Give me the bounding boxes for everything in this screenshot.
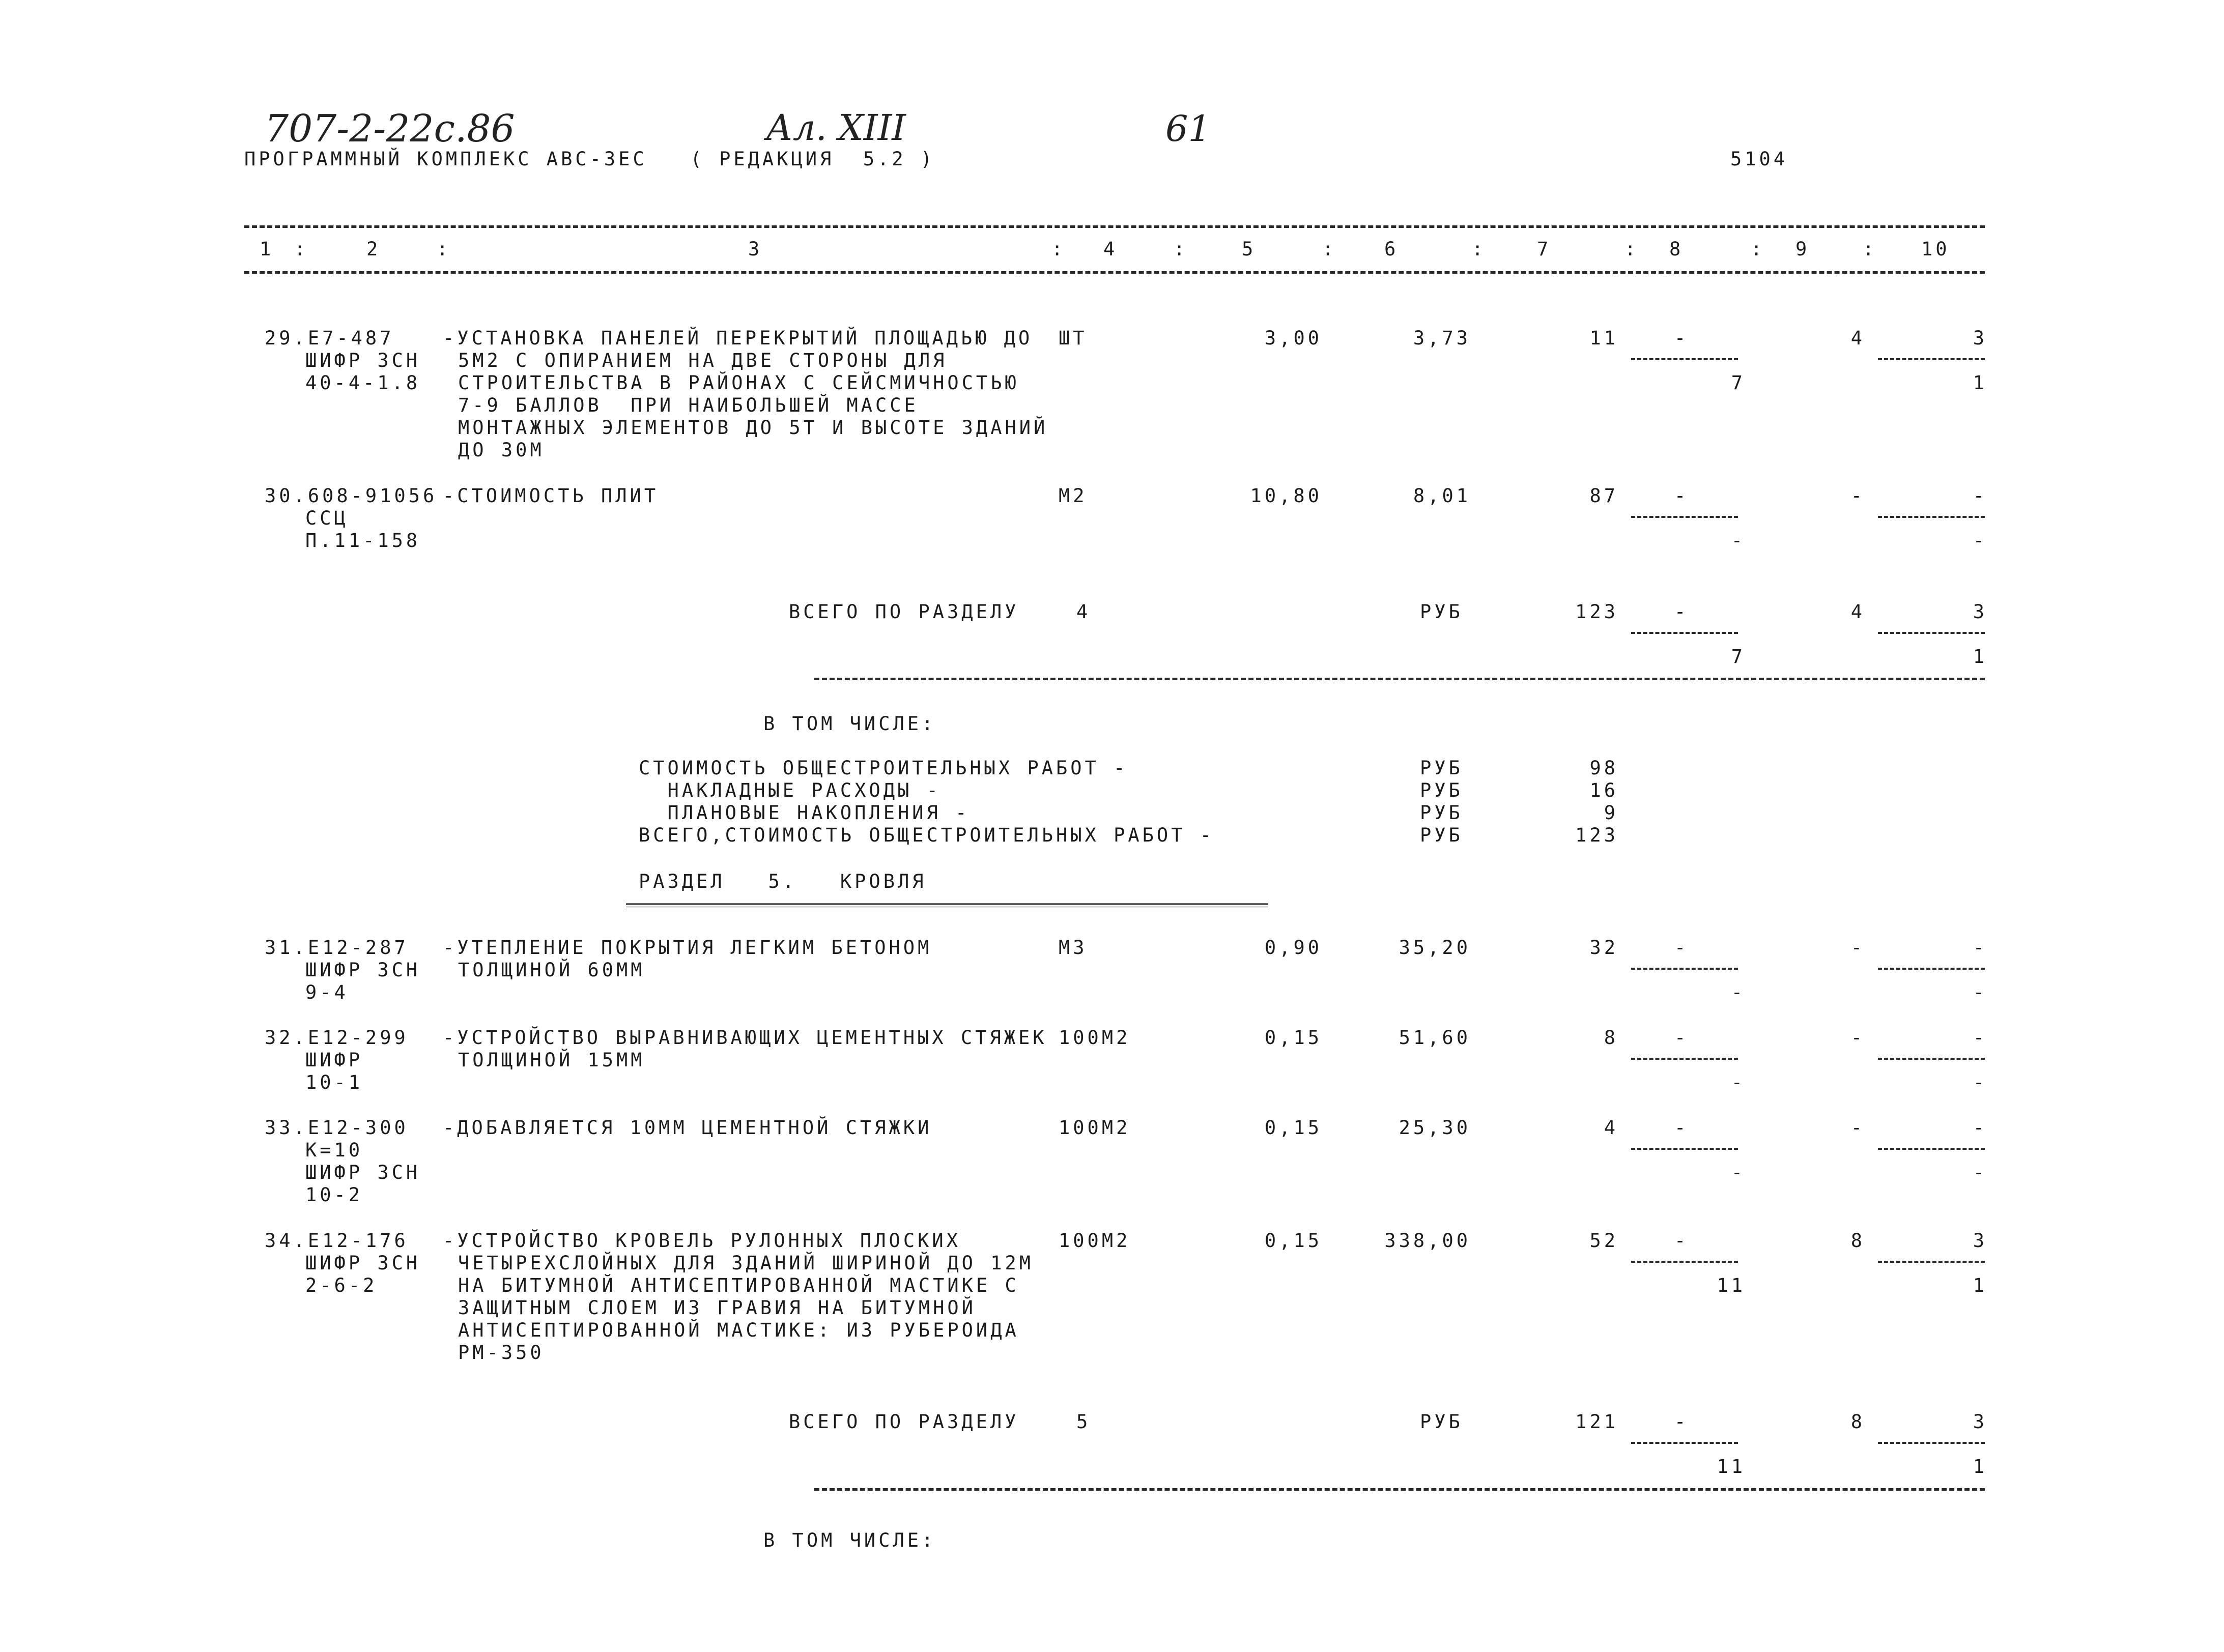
row-description: 7-9 БАЛЛОВ ПРИ НАИБОЛЬШЕЙ МАССЕ bbox=[458, 394, 919, 416]
row-description: РМ-350 bbox=[458, 1342, 545, 1364]
row-code: ШИФР ЗСН bbox=[305, 1252, 421, 1274]
section-col10-bottom: 1 bbox=[1973, 1456, 1987, 1477]
section-number: 4 bbox=[1076, 601, 1091, 623]
row-total: 8 bbox=[1604, 1027, 1618, 1049]
row-col10-divider bbox=[1878, 968, 1985, 970]
row-description: ДО 30М bbox=[458, 439, 545, 461]
section-col10-top: 3 bbox=[1973, 1411, 1987, 1433]
section-total-label: ВСЕГО ПО РАЗДЕЛУ bbox=[789, 601, 1019, 623]
breakdown-label: ВСЕГО,СТОИМОСТЬ ОБЩЕСТРОИТЕЛЬНЫХ РАБОТ - bbox=[639, 824, 1215, 846]
row-col8-divider bbox=[1631, 358, 1738, 360]
row-description: ТОЛЩИНОЙ 60ММ bbox=[458, 959, 645, 981]
row-col8-top: - bbox=[1674, 1230, 1689, 1252]
row-col8-bottom: - bbox=[1731, 530, 1746, 552]
row-unit: М2 bbox=[1059, 485, 1088, 507]
row-code: 30.608-91056 bbox=[265, 485, 438, 507]
section-col10-divider bbox=[1878, 632, 1985, 634]
row-code: 9-4 bbox=[305, 981, 349, 1003]
column-header-cell: 1 bbox=[260, 238, 274, 260]
section-col9: 4 bbox=[1850, 601, 1865, 623]
row-col10-bottom: - bbox=[1973, 530, 1987, 552]
row-unit-price: 25,30 bbox=[1399, 1117, 1471, 1139]
row-col10-bottom: 1 bbox=[1973, 1274, 1987, 1296]
row-total: 32 bbox=[1589, 937, 1618, 959]
row-col10-divider bbox=[1878, 1261, 1985, 1263]
section-4-rule bbox=[814, 678, 1985, 680]
section-total-unit: РУБ bbox=[1420, 601, 1463, 623]
row-col10-top: - bbox=[1973, 937, 1987, 959]
row-col9: - bbox=[1850, 937, 1865, 959]
row-col10-top: - bbox=[1973, 1117, 1987, 1139]
column-header-cell: 10 bbox=[1921, 238, 1950, 260]
row-col10-divider bbox=[1878, 358, 1985, 360]
column-header-cell: 9 bbox=[1795, 238, 1810, 260]
section-total-value: 123 bbox=[1575, 601, 1618, 623]
row-quantity: 0,15 bbox=[1264, 1027, 1322, 1049]
row-description: -УТЕПЛЕНИЕ ПОКРЫТИЯ ЛЕГКИМ БЕТОНОМ bbox=[443, 937, 932, 959]
column-header-cell: 3 bbox=[748, 238, 763, 260]
section-col10-divider bbox=[1878, 1442, 1985, 1444]
row-description: 5М2 С ОПИРАНИЕМ НА ДВЕ СТОРОНЫ ДЛЯ bbox=[458, 350, 948, 371]
row-col9: - bbox=[1850, 1117, 1865, 1139]
row-col10-bottom: - bbox=[1973, 1071, 1987, 1093]
column-header-cell: 2 bbox=[366, 238, 381, 260]
breakdown-value: 123 bbox=[1575, 824, 1618, 846]
row-code: 2-6-2 bbox=[305, 1274, 378, 1296]
row-description: ЧЕТЫРЕХСЛОЙНЫХ ДЛЯ ЗДАНИЙ ШИРИНОЙ ДО 12М bbox=[458, 1252, 1034, 1274]
column-header-cell: : bbox=[1051, 238, 1066, 260]
header-top-rule bbox=[244, 225, 1985, 228]
row-code: К=10 bbox=[305, 1139, 363, 1161]
row-description: СТРОИТЕЛЬСТВА В РАЙОНАХ С СЕЙСМИЧНОСТЬЮ bbox=[458, 372, 1019, 394]
row-code: ШИФР ЗСН bbox=[305, 1162, 421, 1183]
column-header-cell: : bbox=[1322, 238, 1337, 260]
section-col8-top: - bbox=[1674, 601, 1689, 623]
row-unit-price: 3,73 bbox=[1413, 327, 1471, 349]
breakdown-unit: РУБ bbox=[1420, 802, 1463, 824]
column-header-cell: : bbox=[1863, 238, 1877, 260]
row-unit-price: 8,01 bbox=[1413, 485, 1471, 507]
section-total-value: 121 bbox=[1575, 1411, 1618, 1433]
row-code: 34.Е12-176 bbox=[265, 1230, 409, 1252]
row-description: АНТИСЕПТИРОВАННОЙ МАСТИКЕ: ИЗ РУБЕРОИДА bbox=[458, 1319, 1019, 1341]
breakdown-value: 98 bbox=[1589, 757, 1618, 779]
row-col8-top: - bbox=[1674, 485, 1689, 507]
row-col8-bottom: - bbox=[1731, 1162, 1746, 1183]
row-col8-bottom: 7 bbox=[1731, 372, 1746, 394]
breakdown-unit: РУБ bbox=[1420, 779, 1463, 801]
row-col8-top: - bbox=[1674, 327, 1689, 349]
section-col9: 8 bbox=[1850, 1411, 1865, 1433]
section-5-title: РАЗДЕЛ 5. КРОВЛЯ bbox=[639, 871, 927, 892]
row-description: МОНТАЖНЫХ ЭЛЕМЕНТОВ ДО 5Т И ВЫСОТЕ ЗДАНИЙ bbox=[458, 417, 1048, 439]
column-header-cell: : bbox=[1624, 238, 1639, 260]
row-col8-divider bbox=[1631, 516, 1738, 518]
column-header-cell: 7 bbox=[1537, 238, 1552, 260]
row-col8-divider bbox=[1631, 968, 1738, 970]
column-header-cell: : bbox=[1751, 238, 1765, 260]
row-code: 33.Е12-300 bbox=[265, 1117, 409, 1139]
row-col9: - bbox=[1850, 1027, 1865, 1049]
section-total-unit: РУБ bbox=[1420, 1411, 1463, 1433]
row-total: 52 bbox=[1589, 1230, 1618, 1252]
column-header-cell: : bbox=[1472, 238, 1487, 260]
column-header-cell: : bbox=[437, 238, 451, 260]
program-header: ПРОГРАММНЫЙ КОМПЛЕКС АВС-3ЕС ( РЕДАКЦИЯ 5.2 ) bbox=[244, 148, 935, 170]
row-description: -СТОИМОСТЬ ПЛИТ bbox=[443, 485, 659, 507]
row-code: 29.Е7-487 bbox=[265, 327, 394, 349]
row-total: 87 bbox=[1589, 485, 1618, 507]
section-col10-bottom: 1 bbox=[1973, 646, 1987, 668]
row-col8-divider bbox=[1631, 1058, 1738, 1060]
handwritten-doc-code: 707-2-22с.86 bbox=[265, 107, 515, 151]
section-5-rule bbox=[814, 1488, 1985, 1491]
row-description: -УСТРОЙСТВО ВЫРАВНИВАЮЩИХ ЦЕМЕНТНЫХ СТЯЖЕК bbox=[443, 1027, 1047, 1049]
row-col10-bottom: - bbox=[1973, 1162, 1987, 1183]
row-col8-divider bbox=[1631, 1148, 1738, 1150]
row-col10-divider bbox=[1878, 516, 1985, 518]
section-col8-divider bbox=[1631, 632, 1738, 634]
row-unit: ШТ bbox=[1059, 327, 1088, 349]
row-code: ШИФР ЗСН bbox=[305, 959, 421, 981]
row-unit: М3 bbox=[1059, 937, 1088, 959]
row-unit-price: 35,20 bbox=[1399, 937, 1471, 959]
row-code: 10-1 bbox=[305, 1071, 363, 1093]
column-header-cell: 6 bbox=[1384, 238, 1399, 260]
row-col8-bottom: - bbox=[1731, 1071, 1746, 1093]
row-col10-divider bbox=[1878, 1148, 1985, 1150]
section-col8-bottom: 11 bbox=[1717, 1456, 1746, 1477]
row-col10-top: 3 bbox=[1973, 1230, 1987, 1252]
row-col8-bottom: 11 bbox=[1717, 1274, 1746, 1296]
row-description: -ДОБАВЛЯЕТСЯ 10ММ ЦЕМЕНТНОЙ СТЯЖКИ bbox=[443, 1117, 932, 1139]
row-col10-top: - bbox=[1973, 485, 1987, 507]
row-description: ЗАЩИТНЫМ СЛОЕМ ИЗ ГРАВИЯ НА БИТУМНОЙ bbox=[458, 1297, 976, 1319]
section-col8-bottom: 7 bbox=[1731, 646, 1746, 668]
breakdown-unit: РУБ bbox=[1420, 824, 1463, 846]
breakdown-label: СТОИМОСТЬ ОБЩЕСТРОИТЕЛЬНЫХ РАБОТ - bbox=[639, 757, 1128, 779]
row-unit-price: 51,60 bbox=[1399, 1027, 1471, 1049]
row-col10-top: 3 bbox=[1973, 327, 1987, 349]
row-unit-price: 338,00 bbox=[1384, 1230, 1471, 1252]
row-col8-top: - bbox=[1674, 937, 1689, 959]
row-col10-bottom: 1 bbox=[1973, 372, 1987, 394]
handwritten-sheet: Ал. XIII bbox=[766, 107, 906, 149]
row-col10-bottom: - bbox=[1973, 981, 1987, 1003]
row-col8-top: - bbox=[1674, 1027, 1689, 1049]
section-col10-top: 3 bbox=[1973, 601, 1987, 623]
row-unit: 100М2 bbox=[1059, 1027, 1131, 1049]
row-col10-top: - bbox=[1973, 1027, 1987, 1049]
row-description: -УСТАНОВКА ПАНЕЛЕЙ ПЕРЕКРЫТИЙ ПЛОЩАДЬЮ ДО bbox=[443, 327, 1033, 349]
row-total: 11 bbox=[1589, 327, 1618, 349]
row-code: 40-4-1.8 bbox=[305, 372, 421, 394]
breakdown-label: НАКЛАДНЫЕ РАСХОДЫ - bbox=[639, 779, 941, 801]
document-code: 5104 bbox=[1730, 148, 1788, 170]
row-unit: 100М2 bbox=[1059, 1230, 1131, 1252]
row-quantity: 3,00 bbox=[1264, 327, 1322, 349]
section-number: 5 bbox=[1076, 1411, 1091, 1433]
column-header-cell: 5 bbox=[1242, 238, 1257, 260]
row-total: 4 bbox=[1604, 1117, 1618, 1139]
section-col8-divider bbox=[1631, 1442, 1738, 1444]
including-label-2: В ТОМ ЧИСЛЕ: bbox=[763, 1529, 936, 1551]
section-col8-top: - bbox=[1674, 1411, 1689, 1433]
column-header-cell: : bbox=[294, 238, 309, 260]
breakdown-label: ПЛАНОВЫЕ НАКОПЛЕНИЯ - bbox=[639, 802, 970, 824]
row-description: -УСТРОЙСТВО КРОВЕЛЬ РУЛОННЫХ ПЛОСКИХ bbox=[443, 1230, 961, 1252]
header-bottom-rule bbox=[244, 271, 1985, 274]
section-5-underline bbox=[626, 903, 1268, 908]
breakdown-value: 16 bbox=[1589, 779, 1618, 801]
row-code: ШИФР ЗСН bbox=[305, 350, 421, 371]
handwritten-page-number: 61 bbox=[1165, 108, 1211, 150]
row-col8-divider bbox=[1631, 1261, 1738, 1263]
row-col9: 8 bbox=[1850, 1230, 1865, 1252]
row-col9: 4 bbox=[1850, 327, 1865, 349]
row-quantity: 0,15 bbox=[1264, 1230, 1322, 1252]
breakdown-value: 9 bbox=[1604, 802, 1618, 824]
row-col9: - bbox=[1850, 485, 1865, 507]
row-description: НА БИТУМНОЙ АНТИСЕПТИРОВАННОЙ МАСТИКЕ С bbox=[458, 1274, 1019, 1296]
column-header-cell: 8 bbox=[1669, 238, 1684, 260]
row-unit: 100М2 bbox=[1059, 1117, 1131, 1139]
row-code: ШИФР bbox=[305, 1049, 363, 1071]
row-code: П.11-158 bbox=[305, 530, 421, 552]
row-quantity: 10,80 bbox=[1250, 485, 1322, 507]
column-header-cell: : bbox=[1174, 238, 1188, 260]
breakdown-unit: РУБ bbox=[1420, 757, 1463, 779]
row-col8-top: - bbox=[1674, 1117, 1689, 1139]
row-code: 10-2 bbox=[305, 1184, 363, 1206]
row-quantity: 0,90 bbox=[1264, 937, 1322, 959]
row-code: 31.Е12-287 bbox=[265, 937, 409, 959]
row-col10-divider bbox=[1878, 1058, 1985, 1060]
column-header-cell: 4 bbox=[1103, 238, 1118, 260]
row-description: ТОЛЩИНОЙ 15ММ bbox=[458, 1049, 645, 1071]
section-total-label: ВСЕГО ПО РАЗДЕЛУ bbox=[789, 1411, 1019, 1433]
row-quantity: 0,15 bbox=[1264, 1117, 1322, 1139]
row-code: 32.Е12-299 bbox=[265, 1027, 409, 1049]
row-code: ССЦ bbox=[305, 507, 349, 529]
row-col8-bottom: - bbox=[1731, 981, 1746, 1003]
including-label: В ТОМ ЧИСЛЕ: bbox=[763, 713, 936, 735]
